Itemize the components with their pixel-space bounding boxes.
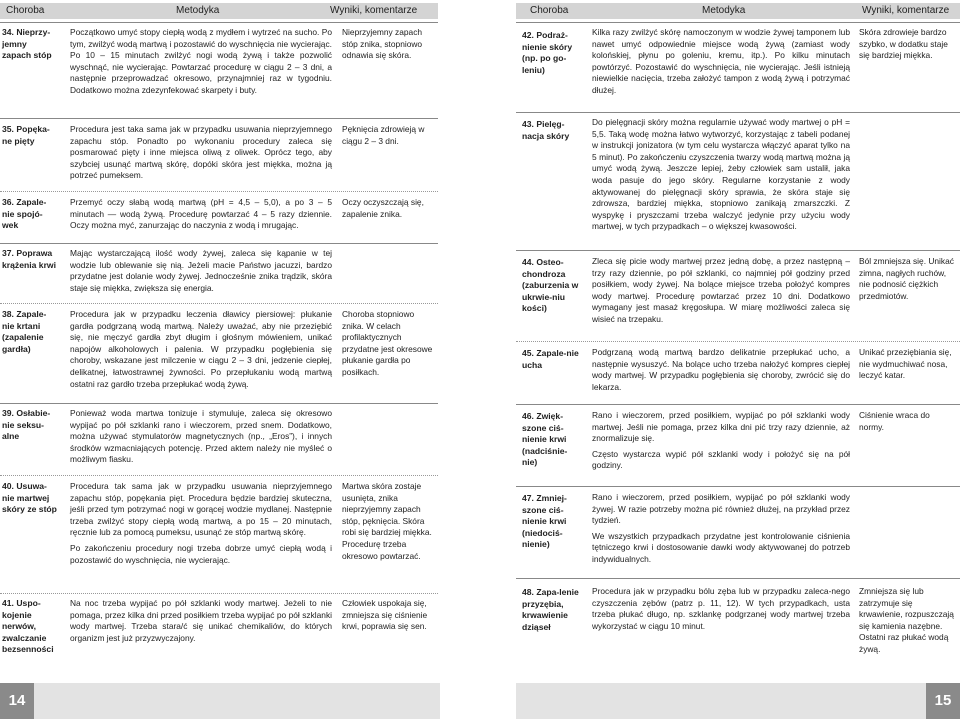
result-text: Nieprzyjemny zapach stóp znika, stopniowo odnawia się skóra. xyxy=(342,27,423,61)
table-row xyxy=(516,22,960,23)
result-text: Unikać przeziębiania się, nie wydmuchiwać nosa, leczyć katar. xyxy=(859,347,952,381)
result-text: Zmniejsza się lub zatrzymuje się krwawienie, rozpuszczają się kamienia nazębne. Ostatni raz płukać wodą żywą. xyxy=(859,586,954,654)
table-header xyxy=(0,3,438,19)
result-text: Choroba stopniowo znika. W celach profilaktycznych przydatne jest okresowe płukanie gardła po posiłkach. xyxy=(342,309,433,377)
footer-bar-right xyxy=(516,683,926,719)
header-disease: Choroba xyxy=(6,5,45,16)
row-divider xyxy=(0,475,438,476)
disease-name: 42. Podraż-nienie skóry (np. po go-leniu) xyxy=(522,30,573,75)
table-header xyxy=(516,3,960,19)
header-method: Metodyka xyxy=(702,5,746,16)
disease-name: 40. Usuwa-nie martwej skóry ze stóp xyxy=(2,481,57,514)
table-row xyxy=(516,486,960,487)
row-divider xyxy=(0,593,438,594)
disease-name: 43. Pielęg-nacja skóry xyxy=(522,119,570,141)
method-text: Procedura tak sama jak w przypadku usuwania nieprzyjemnego zapachu stóp, popękania pięt. Procedura będzie bardziej skuteczna, jeśli przed tym potrzymać nogi w gorącej wodzie mydlanej. Następnie trzeba zwilżyć stopy ciepłą wodą martwą, a po 15 – 20 minutach, ręcznie lub za pomocą pumeksu, usunąć ze stóp martwą skórę. Po zakończeniu procedury nogi trzeba dobrze umyć ciepłą wodą i pozostawić do wyschnięcia, nie wycierając. xyxy=(70,481,332,565)
method-text: Zleca się picie wody martwej przez jedną dobę, a przez następną – trzy razy dziennie, po pół szklanki, co najmniej pół godziny przed posiłkiem, wody żywej. Na bolące miejsce trzeba położyć kompres wody martwej. Procedurę powtarzać przez 10 dni. Dodatkowo wymagany jest masaż kręgosłupa. W miarę możliwości zaleca się wisieć na trzepaku. xyxy=(592,256,850,324)
disease-name: 34. Nieprzy-jemny zapach stóp xyxy=(2,27,52,60)
method-text: Rano i wieczorem, przed posiłkiem, wypijać po pół szklanki wody żywej. W razie potrzeby można pić również dłużej, na przykład przez tydzień. We wszystkich przypadkach przydatne jest kontrolowanie ciśnienia tętniczego krwi i dostosowanie dawki wody aktywowanej do potrzeb indywidualnych. xyxy=(592,492,850,564)
method-text: Do pielęgnacji skóry można regularnie używać wody martwej o pH = 5,5. Taką wodę można łatwo wytworzyć, korzystając z tabeli podanej w instrukcji jonizatora (w tym celu wystarcza włączyć aparat tylko na 5 minut). Po zakończeniu czyszczenia twarzy wodą martwą można ją umyć wodą żywą. Jeszcze lepiej, żeby człowiek sam ustalił, jaka woda pasuje do jego skóry. Regularne korzystanie z wody aktywowanej do pielęgnacji skóry sprawia, że skóra staje się zdrowsza, bardziej miękka, stopniowo zanikają zmarszczki. Z wyspykę i pryszczami trzeba walczyć jedynie przy użyciu wody martwej, w tych przypadkach – o większej kwasowości. xyxy=(592,117,850,232)
method-text: Kilka razy zwilżyć skórę namoczonym w wodzie żywej tamponem lub nawet umyć odpowiednie miejsce wodą żywą (zamiast wody kolońskiej, płynu po goleniu, kremu, itp.). Po kilku minutach powtórzyć. Pozostawić do wyschnięcia, nie wycierając. Jeśli istnieją niewielkie nacięcia, trzeba założyć tampon z wodą żywą i potrzymać dłużej. xyxy=(592,27,850,95)
disease-name: 38. Zapale-nie krtani (zapalenie gardła) xyxy=(2,309,47,354)
table-row xyxy=(516,250,960,251)
row-divider xyxy=(0,191,438,192)
method-text: Procedura jak w przypadku leczenia dławicy piersiowej: płukanie gardła podgrzaną wodą martwą. Należy uważać, aby nie przeziębić się, nie męczyć gardła zbyt długim i głośnym mówieniem, unikać napojów alkoholowych i palenia. W przypadku pogłębienia się choroby, wskazane jest milczenie w ciągu 2 – 3 dni, jedzenie ciepłej, delikatnej, łatwostrawnej żywności. Po przepłukaniu wodą martwą ostatni raz gardło trzeba przepłukać wodą żywą. xyxy=(70,309,332,389)
result-text: Człowiek uspokaja się, zmniejsza się ciśnienie krwi, poprawia się sen. xyxy=(342,598,428,632)
disease-name: 41. Uspo-kojenie nerwów, zwalczanie bezsenności xyxy=(2,598,54,654)
method-text: Ponieważ woda martwa tonizuje i stymuluje, zaleca się okresowo wypijać po pół szklanki rano i wieczorem, przed snem. Dodatkowo, można używać stymulatorów magnetycznych (np., „Eros”), i innych środków wzmacniających potencję. Przed aktem należy nie myśleć o możliwym fiasku. xyxy=(70,408,332,465)
method-text: Procedura jak w przypadku bólu zęba lub w przypadku zaleca-nego czyszczenia zębów (patrz p. 11, 12). W tych przypadkach, usta trzeba płukać długo, np. szklankę podgrzanej wody martwej trzeba wykorzystać w ciągu 10 minut. xyxy=(592,586,850,631)
page-number-left: 14 xyxy=(0,683,34,719)
row-divider xyxy=(0,303,438,304)
disease-name: 45. Zapale-nie ucha xyxy=(522,348,579,370)
result-text: Skóra zdrowieje bardzo szybko, w dodatku staje się bardziej miękka. xyxy=(859,27,948,61)
disease-name: 35. Popęka-ne pięty xyxy=(2,124,50,146)
disease-name: 46. Zwięk-szone ciś-nienie krwi (nadciśnie-nie) xyxy=(522,411,568,467)
table-row xyxy=(0,403,438,404)
method-text: Procedura jest taka sama jak w przypadku usuwania nieprzyjemnego zapachu stóp. Ponadto po wykonaniu procedury zaleca się posmarować pięty i inne miejsca oliwą z oliwek. Oprócz tego, aby szybciej usunąć martwą skórę, dopóki skóra jest miękka, można ją potrzeć pumeksem. xyxy=(70,124,332,181)
header-results: Wyniki, komentarze xyxy=(330,5,418,16)
table-row xyxy=(516,112,960,113)
disease-name: 47. Zmniej-szone ciś-nienie krwi (niedociś-nienie) xyxy=(522,493,567,549)
result-text: Martwa skóra zostaje usunięta, znika nieprzyjemny zapach stóp, pęknięcia. Skóra robi się bardziej miękka. Procedurę trzeba okresowo powtarzać. xyxy=(342,481,432,561)
disease-name: 39. Osłabie-nie seksu-alne xyxy=(2,408,51,441)
header-method: Metodyka xyxy=(176,5,220,16)
table-row xyxy=(516,404,960,405)
disease-name: 37. Poprawa krążenia krwi xyxy=(2,248,56,270)
method-text: Rano i wieczorem, przed posiłkiem, wypijać po pół szklanki wody martwej. Jeśli nie pomaga, przez kilka dni pić trzy razy dziennie, aż znormalizuje się. Często wystarcza wypić pół szklanki wody i położyć się na pół godziny. xyxy=(592,410,850,471)
header-disease: Choroba xyxy=(530,5,569,16)
result-text: Ból zmniejsza się. Unikać zimna, nagłych ruchów, nie podnosić ciężkich przedmiotów. xyxy=(859,256,954,301)
table-row xyxy=(0,118,438,119)
page-number-right: 15 xyxy=(926,683,960,719)
method-text: Podgrzaną wodą martwą bardzo delikatnie przepłukać ucho, a następnie wysuszyć. Na bolące ucho trzeba nałożyć kompres ciepłej wody martwej. W przypadku pogłębienia się choroby, zwrócić się do lekarza. xyxy=(592,347,850,392)
header-results: Wyniki, komentarze xyxy=(862,5,950,16)
disease-name: 48. Zapa-lenie przyzębia, krwawienie dziąseł xyxy=(522,587,579,632)
footer-bar-left xyxy=(34,683,440,719)
method-text: Początkowo umyć stopy ciepłą wodą z mydłem i wytrzeć na sucho. Po tym, zwilżyć wodą martwą i pozostawić do wyschnięcia nie wycierając. Po 10 – 15 minutach zwilżyć nogi wodą żywą i także pozwolić wyschnąć, nie wycierając. Powtarzać procedurę w ciągu 2 – 3 dni, a następnie przeprowadzać okresowo, przynajmniej raz w tygodniu. Dodatkowo można zdezynfekować skarpety i buty. xyxy=(70,27,332,95)
result-text: Oczy oczyszczają się, zapalenie znika. xyxy=(342,197,424,219)
row-divider xyxy=(516,341,960,342)
result-text: Pęknięcia zdrowieją w ciągu 2 – 3 dni. xyxy=(342,124,425,146)
result-text: Ciśnienie wraca do normy. xyxy=(859,410,930,432)
disease-name: 44. Osteo-chondroza (zaburzenia w ukrwie-niu kości) xyxy=(522,257,579,313)
method-text: Na noc trzeba wypijać po pół szklanki wody martwej. Jeżeli to nie pomaga, przez kilka dni przed posiłkiem trzeba wypijać po pół szklanki wody martwej. Trzeba stara/ć się unikać chemikaliów, do których organizm jest już przyzwyczajony. xyxy=(70,598,332,643)
table-row xyxy=(0,22,438,23)
method-text: Przemyć oczy słabą wodą martwą (pH = 4,5 – 5,0), a po 3 – 5 minutach — wodą żywą. Procedurę powtarzać 4 – 5 razy dziennie. Oczy można myć, zanurzając do naczynia z wodą i mrugając. xyxy=(70,197,332,231)
table-row xyxy=(0,243,438,244)
disease-name: 36. Zapale-nie spojó-wek xyxy=(2,197,47,230)
table-row xyxy=(516,578,960,579)
method-text: Mając wystarczającą ilość wody żywej, zaleca się kąpanie w tej wodzie lub oblewanie się nią. Jeżeli macie Państwo jacuzzi, bardzo przydatne jest dolanie wody żywej. Jednocześnie znika trądzik, skóra staje się miękka, zwiększa się energia. xyxy=(70,248,332,293)
